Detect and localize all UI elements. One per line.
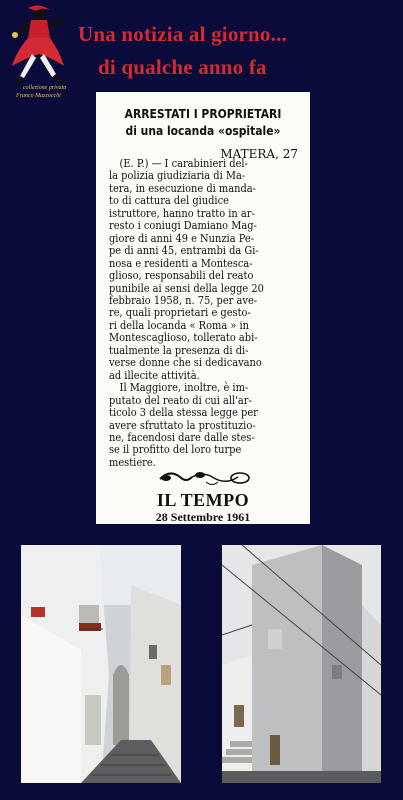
logo-owner-text: Franco Mazzocchi [16, 93, 61, 99]
article-body-line: putato del reato di cui all'ar- [109, 393, 252, 407]
newspaper-name: IL TEMPO [156, 490, 250, 510]
article-body-line: glioso, responsabili del reato [109, 269, 254, 283]
article-body-line: re, quali proprietari e gesto- [109, 306, 251, 320]
article-body-line: verse donne che si dedicavano [109, 356, 262, 370]
article-body-line: ticolo 3 della stessa legge per [109, 406, 258, 420]
street-photo-icon [21, 545, 181, 783]
article-body-line: febbraio 1958, n. 75, per ave- [109, 293, 258, 307]
article-dateline: MATERA, 27 [220, 147, 298, 161]
newspaper-clipping [96, 92, 310, 524]
article-headline-line-2: di una locanda «ospitale» [125, 123, 281, 138]
article-body-line: punibile ai sensi della legge 20 [109, 281, 264, 295]
article-body-line: mestiere. [109, 455, 156, 469]
article-body-line: to di cattura del giudice [109, 194, 229, 208]
photo-building-facade [222, 545, 381, 783]
article-body-line: avere sfruttato la prostituzio- [109, 418, 256, 432]
article-body [109, 158, 303, 469]
newspaper-date: 28 Settembre 1961 [155, 510, 251, 524]
article-body-line: tera, in esecuzione di manda- [109, 181, 256, 195]
logo-collection-text: collezione privata [23, 85, 67, 91]
article-body-line: resto i coniugi Damiano Mag- [109, 219, 257, 233]
article-body-line: se il profitto del loro turpe [109, 443, 242, 457]
article-body-line: la polizia giudiziaria di Ma- [109, 169, 246, 183]
article-body-line: tualmente la presenza di di- [109, 343, 249, 357]
article-body-line: ad illecite attività. [109, 368, 200, 382]
article-body-line: pe di anni 45, entrambi da Gi- [109, 244, 259, 258]
article-headline-line-1: ARRESTATI I PROPRIETARI [124, 106, 282, 121]
building-photo-icon [222, 545, 381, 783]
flourish-ornament-icon [156, 467, 256, 489]
photo-narrow-street [21, 545, 181, 783]
header-line-2: di qualche anno fa [98, 55, 267, 79]
article-body-line: ri della locanda « Roma » in [109, 318, 249, 332]
article-body-line: giore di anni 49 e Nunzia Pe- [109, 231, 255, 245]
article-body-line: istruttore, hanno tratto in ar- [109, 206, 255, 220]
article-body-line: Il Maggiore, inoltre, è im- [119, 381, 249, 395]
article-body-line: nosa e residenti a Montesca- [109, 256, 253, 270]
article-body-line: Montescaglioso, tollerato abi- [109, 331, 258, 345]
article-body-line: ne, facendosi dare dalle stes- [109, 430, 255, 444]
header-line-1: Una notizia al giorno... [78, 22, 287, 46]
article-body-line: (E. P.) — I carabinieri del- [119, 157, 248, 170]
